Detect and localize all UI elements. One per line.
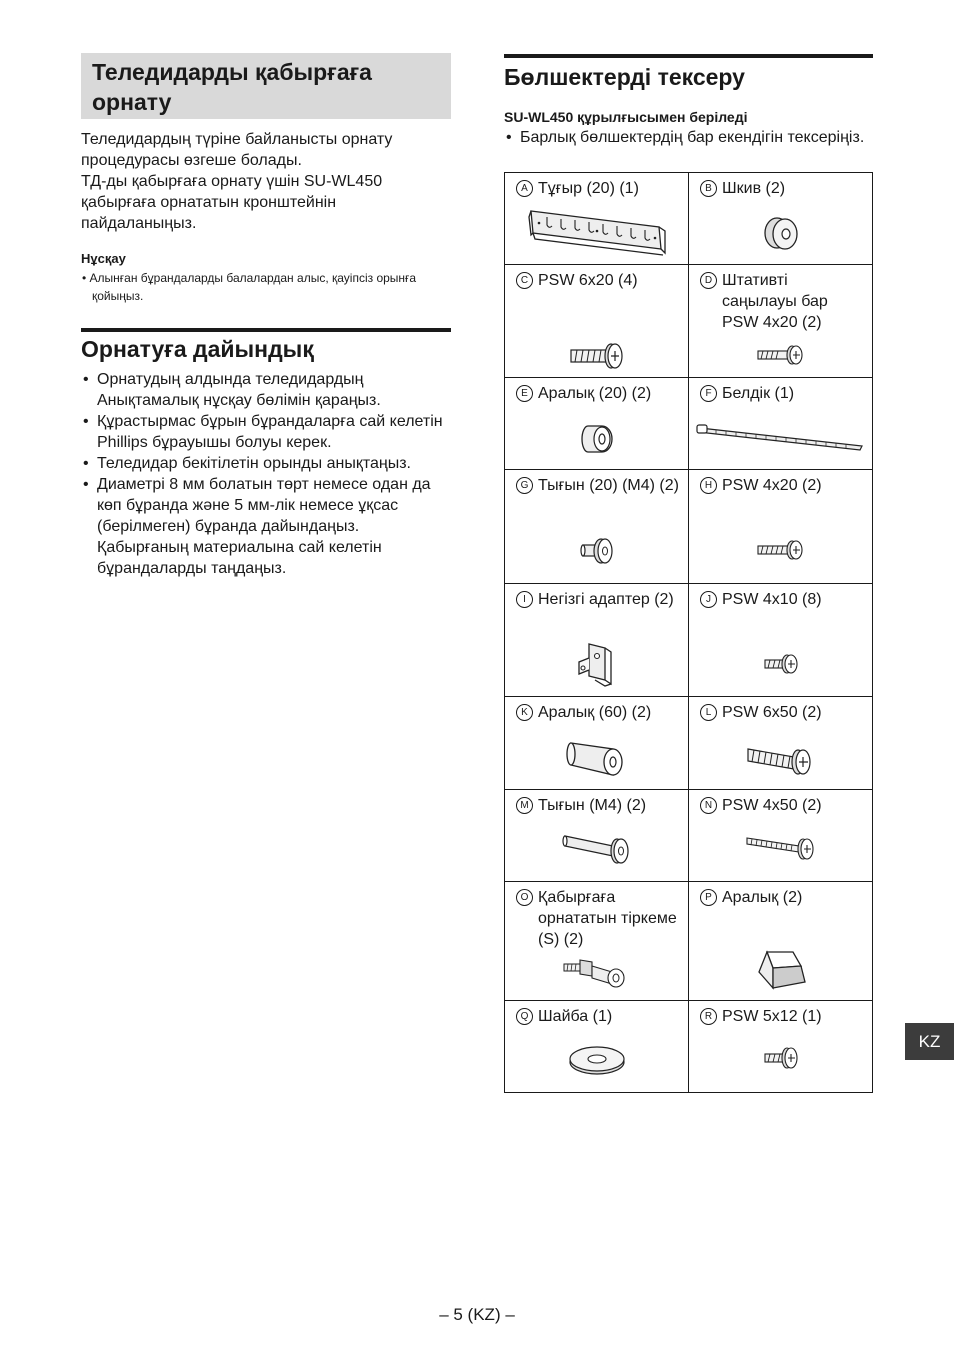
part-label: Аралық (60) (2) — [538, 704, 652, 721]
part-label: Тығын (M4) (2) — [538, 797, 647, 814]
part-letter: C — [516, 272, 533, 289]
long-spacer-icon — [505, 735, 688, 779]
part-cell-k — [505, 697, 689, 790]
page-number: – 5 (KZ) – — [439, 1305, 515, 1324]
part-letter: G — [516, 477, 533, 494]
part-letter: J — [700, 591, 717, 608]
part-label: Штативті саңылауы бар PSW 4x20 (2) — [722, 272, 828, 331]
right-column — [504, 54, 873, 148]
left-column — [81, 53, 451, 579]
screw-icon — [689, 652, 872, 676]
part-label: Тығын (20) (M4) (2) — [538, 477, 679, 494]
part-label: Аралық (20) (2) — [538, 385, 652, 402]
part-cell-o — [505, 882, 689, 1001]
list-item: • Теледидар бекітілетін орынды анықтаңыз. — [81, 453, 451, 474]
part-letter: E — [516, 385, 533, 402]
part-cell-g — [505, 470, 689, 584]
part-letter: R — [700, 1008, 717, 1025]
washer-icon — [505, 1043, 688, 1077]
part-letter: A — [516, 180, 533, 197]
part-cell-j — [689, 584, 873, 697]
adapter-icon — [505, 640, 688, 690]
intro-paragraph: Теледидардың түріне байланысты орнату процедурасы өзгеше болады. — [81, 131, 393, 169]
part-label: Белдік (1) — [722, 385, 795, 402]
table-row — [505, 790, 873, 882]
tripod-screw-icon — [689, 343, 872, 367]
intro-paragraph-2: ТД-ды қабырғаға орнату үшін SU-WL450 қабырғаға орнататын кронштейнін пайдаланыңыз. — [81, 173, 383, 232]
table-row — [505, 378, 873, 470]
list-item: • Диаметрі 8 мм болатын төрт немесе одан да көп бұранда және 5 мм-лік немесе ұқсас (берілмеген) бұранда дайындаңыз. Қабырғаның материалына сай келетін бұрандаларды таңдаңыз. — [81, 474, 451, 579]
parts-table — [504, 172, 873, 1093]
parts-subtitle: SU-WL450 құрылғысымен беріледі — [504, 109, 748, 125]
table-row — [505, 882, 873, 1001]
part-letter: P — [700, 889, 717, 906]
part-letter: O — [516, 889, 533, 906]
part-letter: I — [516, 591, 533, 608]
part-label: PSW 6x50 (2) — [722, 704, 822, 721]
page-title: Теледидарды қабырғаға орнату — [81, 53, 451, 119]
part-label: PSW 4x20 (2) — [722, 477, 822, 494]
part-label: Аралық (2) — [722, 889, 803, 906]
part-letter: M — [516, 797, 533, 814]
wall-attachment-icon — [505, 956, 688, 990]
part-letter: D — [700, 272, 717, 289]
note-item: • Алынған бұрандаларды балалардан алыс, қауіпсіз орынға қойыңыз. — [82, 271, 417, 303]
part-cell-p — [689, 882, 873, 1001]
list-item: • Құрастырмас бұрын бұрандаларға сай келетін Phillips бұрауышы болуы керек. — [81, 411, 451, 453]
table-row — [505, 265, 873, 378]
part-letter: N — [700, 797, 717, 814]
bracket-icon — [505, 205, 688, 259]
part-cell-d — [689, 265, 873, 378]
part-cell-n — [689, 790, 873, 882]
part-label: Қабырғаға орнататын тіркеме (S) (2) — [538, 889, 677, 948]
part-letter: L — [700, 704, 717, 721]
long-plug-icon — [505, 832, 688, 866]
part-letter: B — [700, 180, 717, 197]
table-row — [505, 584, 873, 697]
part-label: PSW 5x12 (1) — [722, 1008, 822, 1025]
part-cell-e — [505, 378, 689, 470]
part-cell-l — [689, 697, 873, 790]
table-row — [505, 1001, 873, 1093]
note-title: Нұсқау — [81, 251, 126, 266]
spacer-icon — [505, 422, 688, 456]
list-item: • Орнатудың алдында теледидардың Анықтамалық нұсқау бөлімін қараңыз. — [81, 369, 451, 411]
table-row — [505, 470, 873, 584]
pulley-icon — [689, 213, 872, 253]
part-cell-i — [505, 584, 689, 697]
block-spacer-icon — [689, 946, 872, 990]
part-cell-q — [505, 1001, 689, 1093]
part-cell-h — [689, 470, 873, 584]
part-cell-a — [505, 173, 689, 265]
plug-icon — [505, 536, 688, 566]
part-cell-c — [505, 265, 689, 378]
table-row — [505, 697, 873, 790]
part-letter: H — [700, 477, 717, 494]
screw-icon — [689, 832, 872, 862]
part-cell-b — [689, 173, 873, 265]
part-letter: F — [700, 385, 717, 402]
part-label: Тұғыр (20) (1) — [538, 180, 639, 197]
part-label: PSW 4x10 (8) — [722, 591, 822, 608]
screw-icon — [505, 341, 688, 371]
preparation-list — [81, 369, 451, 579]
part-cell-m — [505, 790, 689, 882]
parts-bullet-list — [504, 127, 873, 148]
screw-icon — [689, 741, 872, 775]
section-title-parts-check: Бөлшектерді тексеру — [504, 54, 873, 92]
part-label: Негізгі адаптер (2) — [538, 591, 674, 608]
part-label: Шайба (1) — [538, 1008, 613, 1025]
belt-icon — [689, 422, 872, 452]
part-cell-r — [689, 1001, 873, 1093]
table-row — [505, 173, 873, 265]
language-tab: KZ — [905, 1023, 954, 1060]
part-label: Шкив (2) — [722, 180, 786, 197]
section-title-preparation: Орнатуға дайындық — [81, 328, 451, 364]
list-item: • Барлық бөлшектердің бар екендігін тексеріңіз. — [504, 127, 873, 148]
part-cell-f — [689, 378, 873, 470]
part-letter: Q — [516, 1008, 533, 1025]
part-letter: K — [516, 704, 533, 721]
part-label: PSW 4x50 (2) — [722, 797, 822, 814]
part-label: PSW 6x20 (4) — [538, 272, 638, 289]
screw-icon — [689, 538, 872, 562]
screw-icon — [689, 1045, 872, 1071]
